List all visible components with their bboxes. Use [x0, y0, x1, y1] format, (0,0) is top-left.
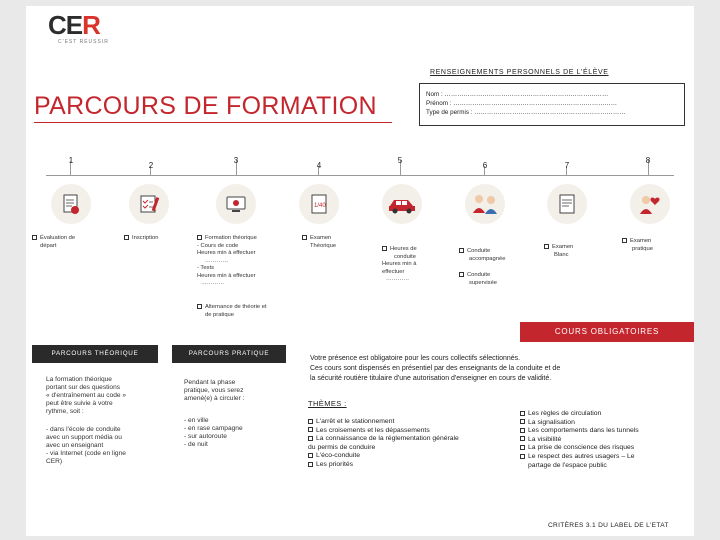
info-line-name: Nom : …………………………………………………………………… [426, 91, 609, 98]
logo-text: CE [48, 10, 83, 40]
step-number: 4 [316, 161, 322, 170]
svg-text:1/40: 1/40 [314, 203, 326, 209]
checkbox[interactable] [124, 235, 129, 240]
step-number: 7 [564, 161, 570, 170]
checkbox[interactable] [308, 419, 313, 424]
checkbox[interactable] [520, 419, 525, 424]
checkbox[interactable] [520, 445, 525, 450]
mock-exam-icon [547, 184, 587, 224]
step-3-text: Formation théorique - Cours de code Heures min à effectuer ………… - Tests Heures min à effectuer ………… [197, 235, 257, 287]
checkbox[interactable] [459, 272, 464, 277]
step-5-text: Heures de conduite Heures min à effectuer ………… [382, 246, 417, 283]
checkbox[interactable] [308, 453, 313, 458]
title-underline [34, 122, 392, 123]
checkbox[interactable] [302, 235, 307, 240]
themes-heading: THÈMES : [308, 399, 347, 408]
checkbox[interactable] [197, 304, 202, 309]
checkbox[interactable] [32, 235, 37, 240]
practice-body: Pendant la phase pratique, vous serez amené(e) à circuler : - en ville - en rase campagne - sur autoroute - de nuit [184, 379, 245, 448]
themes-right-list: Les règles de circulation La signalisation Les comportements dans les tunnels La visibilité La prise de conscience des risques Le respect des autres usagers – Le partage de l'espace public [520, 410, 690, 470]
step-number: 2 [148, 161, 154, 170]
logo [48, 10, 128, 45]
checkbox[interactable] [622, 238, 627, 243]
evaluation-icon [51, 184, 91, 224]
theory-training-icon [216, 184, 256, 224]
checkbox[interactable] [382, 246, 387, 251]
footer-criteria: CRITÈRES 3.1 DU LABEL DE L'ETAT [548, 522, 669, 529]
themes-left-list: L'arrêt et le stationnement Les croisements et les dépassements La connaissance de la réglementation générale du permis de conduire L'éco-conduite Les priorités [308, 418, 459, 468]
step-1-text: Évaluation de départ [32, 235, 75, 250]
checkbox[interactable] [520, 436, 525, 441]
checkbox[interactable] [520, 454, 525, 459]
step-number: 8 [645, 156, 651, 165]
checkbox[interactable] [459, 248, 464, 253]
mandatory-courses-banner: COURS OBLIGATOIRES [520, 322, 694, 342]
step-number: 5 [397, 156, 403, 165]
checkbox[interactable] [520, 428, 525, 433]
step-8-text: Examen pratique [622, 238, 653, 253]
timeline [46, 175, 674, 176]
step-2-text: Inscription [124, 235, 158, 243]
mandatory-text: Votre présence est obligatoire pour les cours collectifs sélectionnés. Ces cours sont dispensés en présentiel par des enseignants de la conduite et de la sécurité routière titulaire d'une autorisation d'enseigner en cours de validité. [310, 355, 561, 382]
step-number: 6 [482, 161, 488, 170]
checkbox[interactable] [520, 411, 525, 416]
driving-hours-icon [382, 184, 422, 224]
registration-icon [129, 184, 169, 224]
step-number: 3 [233, 156, 239, 165]
theory-heading: PARCOURS THÉORIQUE [32, 345, 158, 363]
checkbox[interactable] [308, 462, 313, 467]
info-box [419, 83, 685, 126]
step-7-text: Examen Blanc [544, 244, 573, 259]
page-title: PARCOURS DE FORMATION [34, 92, 377, 120]
accompanied-driving-icon [465, 184, 505, 224]
checkbox[interactable] [308, 427, 313, 432]
step-number: 1 [68, 156, 74, 165]
step-6-text: Conduite accompagnée Conduite supervisée [459, 248, 505, 287]
checkbox[interactable] [197, 235, 202, 240]
logo-r: R [82, 10, 100, 40]
practice-heading: PARCOURS PRATIQUE [172, 345, 286, 363]
info-heading: RENSEIGNEMENTS PERSONNELS DE L'ÉLÈVE [430, 69, 609, 76]
logo-tagline: C'EST RÉUSSIR [58, 39, 109, 45]
checkbox[interactable] [544, 244, 549, 249]
document-page [26, 6, 694, 536]
checkbox[interactable] [308, 436, 313, 441]
info-line-firstname: Prénom : …………………………………………………………………… [426, 100, 618, 107]
info-line-permit: Type de permis : ……………………………………………………………… [426, 109, 626, 116]
practical-exam-icon [630, 184, 670, 224]
theory-body: La formation théorique portant sur des questions « d'entraînement au code » peut être suivie à votre rythme, soit : - dans l'école de conduite avec un support média ou avec un enseignant - via Internet (code en ligne CER) [46, 376, 127, 465]
step-4-text: Examen Théorique [302, 235, 336, 250]
theory-exam-icon [299, 184, 339, 224]
alternance-text: Alternance de théorie et de pratique [197, 304, 267, 319]
